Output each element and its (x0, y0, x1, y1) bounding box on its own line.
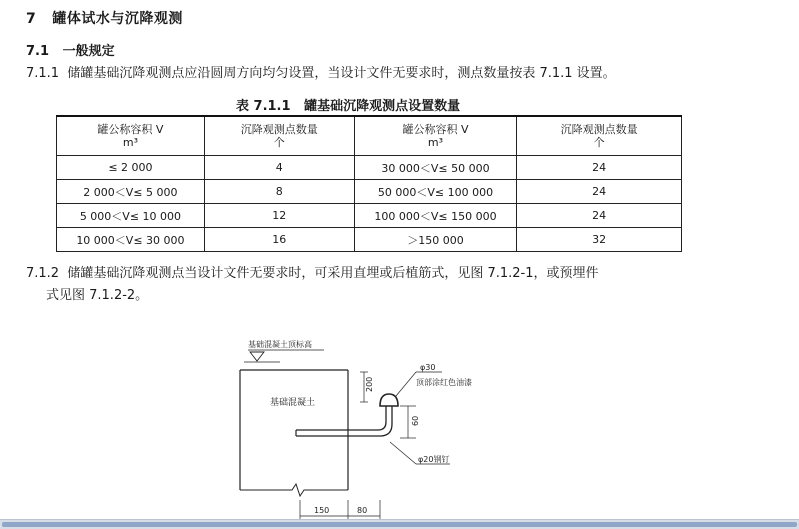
header-cell: 罐公称容积 V m³ (57, 116, 205, 156)
dim-60-label: 60 (411, 415, 420, 426)
clause-number: 7.1.1 (26, 66, 60, 81)
header-cell: 罐公称容积 V m³ (354, 116, 517, 156)
settlement-points-table (56, 115, 682, 252)
table-cell: 24 (517, 204, 682, 228)
label-rebar: φ20钢钉 (418, 455, 450, 464)
label-concrete: 基础混凝土 (270, 398, 316, 408)
subsection-heading (26, 40, 115, 59)
table-caption (236, 95, 460, 114)
clause-7-1-1 (26, 62, 616, 81)
clause-text-line1: 储罐基础沉降观测点当设计文件无要求时，可采用直埋或后植筋式，见图 7.1.2-1，或预埋件 (67, 266, 599, 281)
clause-7-1-2-line2: 式见图 7.1.2-2。 (46, 288, 149, 303)
table-cell: 32 (517, 228, 682, 252)
scrollbar-thumb[interactable] (2, 522, 797, 527)
table-cell: 30 000＜V≤ 50 000 (354, 156, 517, 180)
dim-200-label: 200 (365, 376, 374, 392)
table-cell: 16 (204, 228, 354, 252)
table-cell: 50 000＜V≤ 100 000 (354, 180, 517, 204)
table-cell: 24 (517, 180, 682, 204)
table-cell: ＞150 000 (354, 228, 517, 252)
label-top-elevation: 基础混凝土顶标高 (248, 340, 312, 349)
table-cell: 4 (204, 156, 354, 180)
phi30-leader (396, 372, 416, 396)
label-phi30: φ30 (420, 363, 436, 372)
table-cell: ≤ 2 000 (57, 156, 205, 180)
table-cell: 8 (204, 180, 354, 204)
break-line (240, 484, 348, 496)
marker-head-icon (380, 394, 398, 406)
section-title: 罐体试水与沉降观测 (52, 11, 183, 27)
table-header-row (57, 116, 682, 156)
table-row (57, 228, 682, 252)
header-cell: 沉降观测点数量 个 (204, 116, 354, 156)
rebar-leader (390, 442, 416, 464)
table-row (57, 156, 682, 180)
table-cell: 10 000＜V≤ 30 000 (57, 228, 205, 252)
label-paint: 顶部涂红色油漆 (416, 378, 472, 387)
table-row (57, 180, 682, 204)
section-heading (26, 8, 183, 28)
table-cell: 12 (204, 204, 354, 228)
table-cell: 2 000＜V≤ 5 000 (57, 180, 205, 204)
settlement-marker-figure (220, 330, 480, 520)
dim-80-label: 80 (357, 506, 368, 515)
header-cell: 沉降观测点数量 个 (517, 116, 682, 156)
table-row (57, 204, 682, 228)
table-caption-number: 表 7.1.1 (236, 99, 291, 114)
table-cell: 100 000＜V≤ 150 000 (354, 204, 517, 228)
table-cell: 24 (517, 156, 682, 180)
subsection-title: 一般规定 (62, 44, 115, 59)
clause-7-1-2 (26, 262, 599, 281)
elevation-triangle-icon (250, 352, 264, 361)
clause-number: 7.1.2 (26, 266, 60, 281)
table-caption-title: 罐基础沉降观测点设置数量 (304, 99, 461, 114)
table-cell: 5 000＜V≤ 10 000 (57, 204, 205, 228)
clause-text: 储罐基础沉降观测点应沿圆周方向均匀设置，当设计文件无要求时，测点数量按表 7.1.1 设置。 (67, 66, 616, 81)
section-number: 7 (26, 11, 37, 27)
dim-150-label: 150 (314, 506, 330, 515)
subsection-number: 7.1 (26, 44, 50, 59)
